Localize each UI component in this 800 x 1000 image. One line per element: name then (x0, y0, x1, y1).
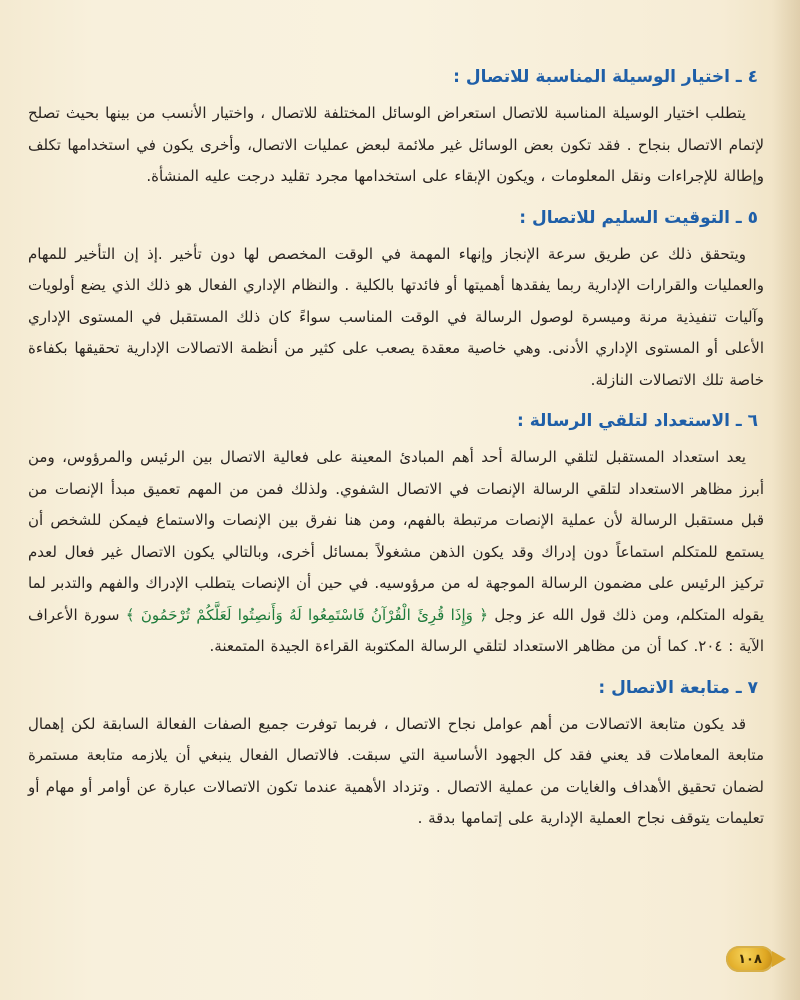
section-6 (28, 410, 764, 663)
section-paragraph: يتطلب اختيار الوسيلة المناسبة للاتصال استعراض الوسائل المختلفة للاتصال ، واختيار الأنسب من بينها بحيث تصلح لإتمام الاتصال بنجاح . فقد تكون بعض الوسائل غير ملائمة لبعض عمليات الاتصال، وأخرى يكون في استخدامها تكلف وإطالة للإجراءات ونقل المعلومات ، ويكون الإبقاء على استخدامها مجرد تقليد درجت عليه المنشأة. (28, 104, 764, 185)
section-5 (28, 207, 764, 397)
section-heading: ٥ ـ التوقيت السليم للاتصال : (519, 207, 758, 228)
quran-verse: ﴿ وَإِذَا قُرِئَ الْقُرْآنُ فَاسْتَمِعُوا لَهُ وَأَنصِتُوا لَعَلَّكُمْ تُرْحَمُونَ ﴾ (125, 605, 488, 624)
section-7 (28, 677, 764, 835)
section-heading: ٤ ـ اختيار الوسيلة المناسبة للاتصال : (453, 67, 758, 87)
section-paragraph: ويتحقق ذلك عن طريق سرعة الإنجاز وإنهاء المهمة في الوقت المخصص لها دون تأخير .إذ إن التأخير للمهام والعمليات والقرارات الإدارية ربما يفقدها أهميتها أو فائدتها بالكلية . والنظام الإداري الفعال هو ذلك الذي يضع أولويات وآليات تنفيذية مرنة وميسرة لوصول الرسالة في الوقت المناسب سواءً كان ذلك المستقبل في المستوى الإداري الأعلى أو المستوى الإداري الأدنى. وهي خاصية معقدة يصعب على كثير من أنظمة الاتصالات الإدارية تحقيقها بكفاءة خاصة تلك الاتصالات النازلة. (28, 244, 764, 389)
page-arrow-icon (772, 951, 786, 967)
page-number: ١٠٨ (738, 951, 762, 967)
section-heading: ٦ ـ الاستعداد لتلقي الرسالة : (517, 411, 758, 431)
page-spine-shadow (772, 0, 800, 1000)
page-content (28, 66, 764, 849)
section-paragraph (28, 442, 764, 663)
section-4 (28, 66, 764, 193)
section-paragraph: قد يكون متابعة الاتصالات من أهم عوامل نجاح الاتصال ، فربما توفرت جميع الصفات الفعالة السابقة لكن إهمال متابعة المعاملات قد يعني فقد كل الجهود الأساسية التي سبقت. فالاتصال الفعال ينبغي أن يلازمه متابعة مستمرة لضمان تحقيق الأهداف والغايات من عملية الاتصال . وتزداد الأهمية عندما تكون الاتصالات عبارة عن أوامر أو مهام أو تعليمات يتوقف نجاح العملية الإدارية على إتمامها بدقة . (28, 714, 764, 827)
paragraph-text-after-verse: سورة الأعراف الآية : ٢٠٤. كما أن من مظاهر الاستعداد لتلقي الرسالة المكتوبة القراءة الجيدة المتمعنة. (28, 605, 764, 655)
paragraph-text-before-verse: يعد استعداد المستقبل لتلقي الرسالة أحد أهم المبادئ المعينة على فعالية الاتصال بين الرئيس والمرؤوس، ومن أبرز مظاهر الاستعداد لتلقي الرسالة الإنصات في الاتصال الشفوي. ولذلك فمن من المهم تعميق مبدأ الإنصات من قبل مستقبل الرسالة لأن عملية الإنصات مرتبطة بالفهم، ومن هنا نفرق بين الإنصات والاستماع فيمكن للشخص أن يستمع للمتكلم استماعاً دون إدراك وقد يكون الذهن مشغولاً بمسائل أخرى، وبالتالي يكون الاتصال غير فعال لعدم تركيز الرئيس على مضمون الرسالة الموجهة له من مرؤوسيه. في حين أن الإنصات يتطلب الإدراك والفهم والتدبر لما يقوله المتكلم، ومن ذلك قول الله عز وجل (28, 448, 764, 624)
section-heading: ٧ ـ متابعة الاتصال : (598, 677, 758, 698)
page-number-badge (726, 946, 774, 972)
